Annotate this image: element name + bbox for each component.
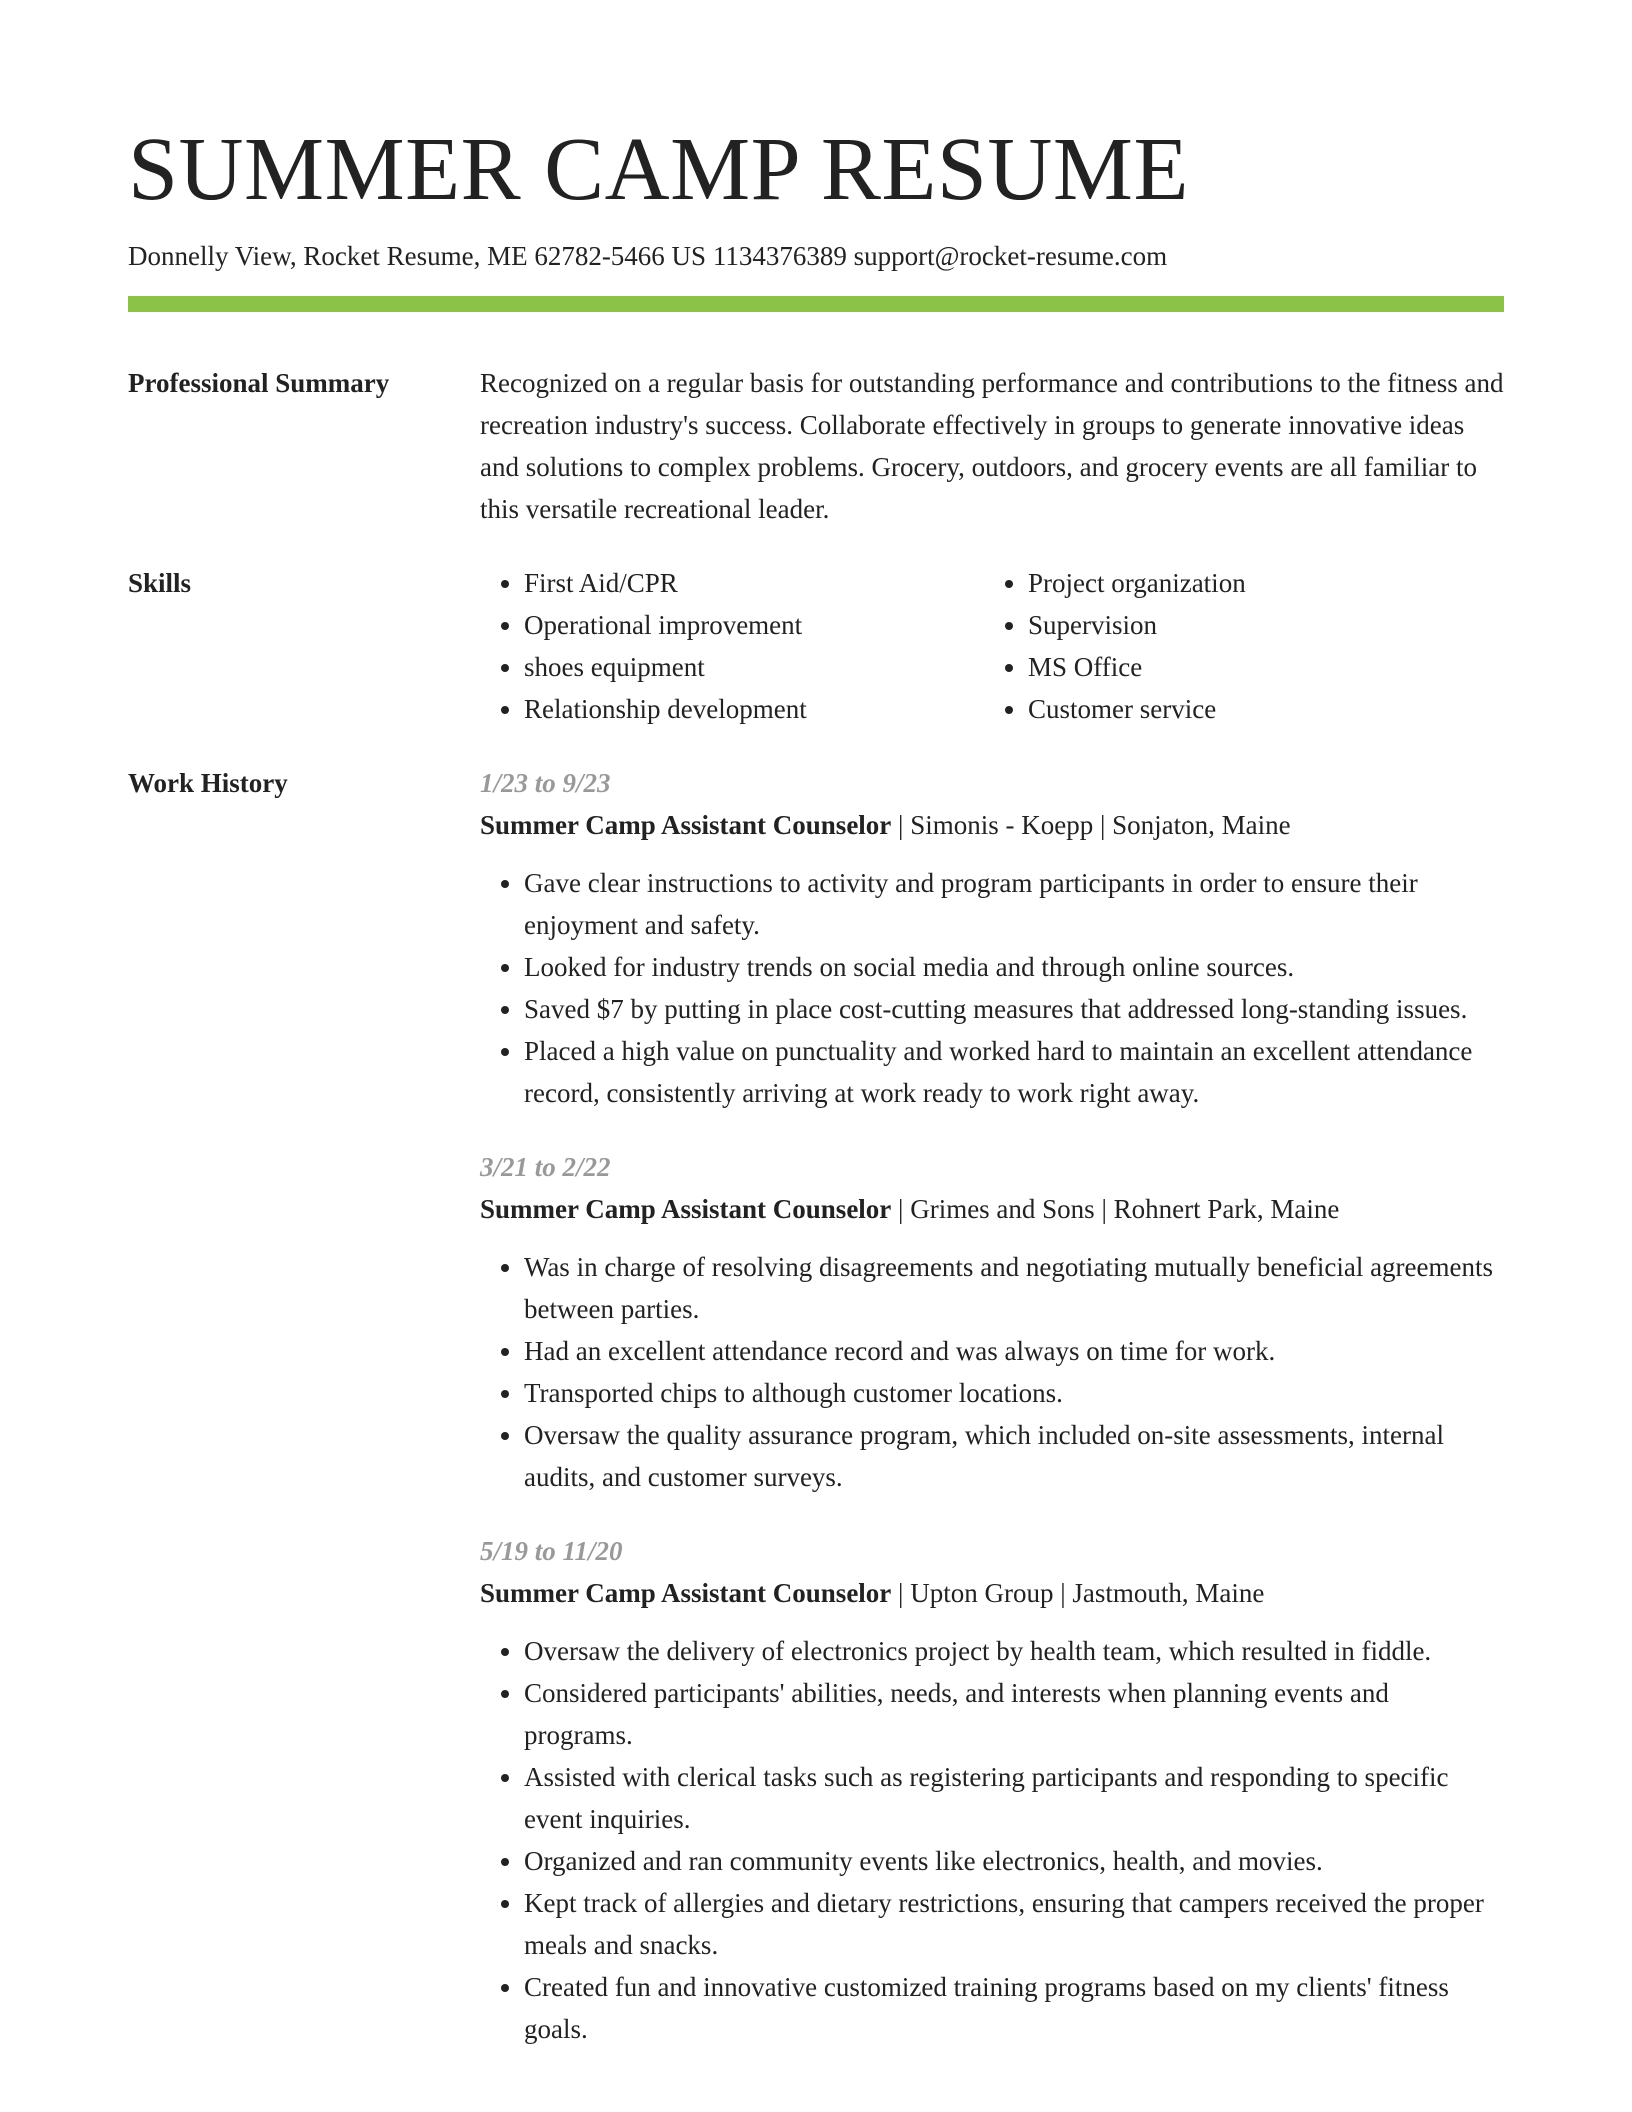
resume-page bbox=[128, 118, 1504, 2082]
job-entry bbox=[480, 762, 1504, 1114]
job-title-line bbox=[480, 804, 1504, 846]
job-entry bbox=[480, 1146, 1504, 1498]
skill-item: • First Aid/CPR bbox=[524, 562, 984, 604]
summary-text: Recognized on a regular basis for outstanding performance and contributions to the fitness and recreation industry's success. Collaborate effectively in groups to generate innovative ideas and solutions to complex problems. Grocery, outdoors, and grocery events are all familiar to this versatile recreational leader. bbox=[480, 368, 1504, 524]
job-bullet: • Placed a high value on punctuality and worked hard to maintain an excellent attendance record, consistently arriving at work ready to work right away. bbox=[524, 1030, 1504, 1114]
job-dates: 5/19 to 11/20 bbox=[480, 1536, 623, 1566]
job-bullet: • Oversaw the delivery of electronics project by health team, which resulted in fiddle. bbox=[524, 1630, 1504, 1672]
summary-section bbox=[128, 362, 1504, 530]
summary-heading: Professional Summary bbox=[128, 368, 390, 398]
skill-item: • shoes equipment bbox=[524, 646, 984, 688]
job-bullets bbox=[480, 1630, 1504, 2050]
job-bullet: • Gave clear instructions to activity and program participants in order to ensure their enjoyment and safety. bbox=[524, 862, 1504, 946]
job-bullet: • Looked for industry trends on social media and through online sources. bbox=[524, 946, 1504, 988]
skill-item: • Supervision bbox=[1028, 604, 1504, 646]
job-dates: 3/21 to 2/22 bbox=[480, 1152, 611, 1182]
job-title: Summer Camp Assistant Counselor bbox=[480, 1578, 892, 1608]
job-details: | Grimes and Sons | Rohnert Park, Maine bbox=[891, 1194, 1340, 1224]
job-dates: 1/23 to 9/23 bbox=[480, 768, 611, 798]
job-bullet: • Considered participants' abilities, needs, and interests when planning events and programs. bbox=[524, 1672, 1504, 1756]
job-title: Summer Camp Assistant Counselor bbox=[480, 810, 892, 840]
accent-divider bbox=[128, 296, 1504, 312]
skill-item: • Project organization bbox=[1028, 562, 1504, 604]
job-bullet: • Had an excellent attendance record and was always on time for work. bbox=[524, 1330, 1504, 1372]
skills-heading: Skills bbox=[128, 568, 192, 598]
skills-list-right bbox=[984, 562, 1504, 730]
job-bullets bbox=[480, 1246, 1504, 1498]
job-bullet: • Organized and ran community events like electronics, health, and movies. bbox=[524, 1840, 1504, 1882]
skills-section bbox=[128, 562, 1504, 730]
skills-list-left bbox=[480, 562, 984, 730]
job-bullet: • Created fun and innovative customized training programs based on my clients' fitness goals. bbox=[524, 1966, 1504, 2050]
job-entry bbox=[480, 1530, 1504, 2050]
work-history-heading: Work History bbox=[128, 768, 288, 798]
job-bullet: • Transported chips to although customer locations. bbox=[524, 1372, 1504, 1414]
resume-title: SUMMER CAMP RESUME bbox=[128, 120, 1189, 219]
work-history-section bbox=[128, 762, 1504, 2082]
skill-item: • Relationship development bbox=[524, 688, 984, 730]
skill-item: • Customer service bbox=[1028, 688, 1504, 730]
skills-columns bbox=[480, 562, 1504, 730]
skill-item: • Operational improvement bbox=[524, 604, 984, 646]
job-title-line bbox=[480, 1188, 1504, 1230]
job-bullet: • Kept track of allergies and dietary restrictions, ensuring that campers received the proper meals and snacks. bbox=[524, 1882, 1504, 1966]
job-details: | Upton Group | Jastmouth, Maine bbox=[891, 1578, 1265, 1608]
skill-item: • MS Office bbox=[1028, 646, 1504, 688]
work-history-body bbox=[480, 762, 1504, 2082]
job-bullet: • Saved $7 by putting in place cost-cutting measures that addressed long-standing issues. bbox=[524, 988, 1504, 1030]
job-title-line bbox=[480, 1572, 1504, 1614]
job-bullets bbox=[480, 862, 1504, 1114]
job-details: | Simonis - Koepp | Sonjaton, Maine bbox=[891, 810, 1291, 840]
job-bullet: • Was in charge of resolving disagreements and negotiating mutually beneficial agreements between parties. bbox=[524, 1246, 1504, 1330]
job-bullet: • Oversaw the quality assurance program, which included on-site assessments, internal audits, and customer surveys. bbox=[524, 1414, 1504, 1498]
contact-line: Donnelly View, Rocket Resume, ME 62782-5466 US 1134376389 support@rocket-resume.com bbox=[128, 241, 1168, 271]
job-bullet: • Assisted with clerical tasks such as registering participants and responding to specific event inquiries. bbox=[524, 1756, 1504, 1840]
job-title: Summer Camp Assistant Counselor bbox=[480, 1194, 892, 1224]
